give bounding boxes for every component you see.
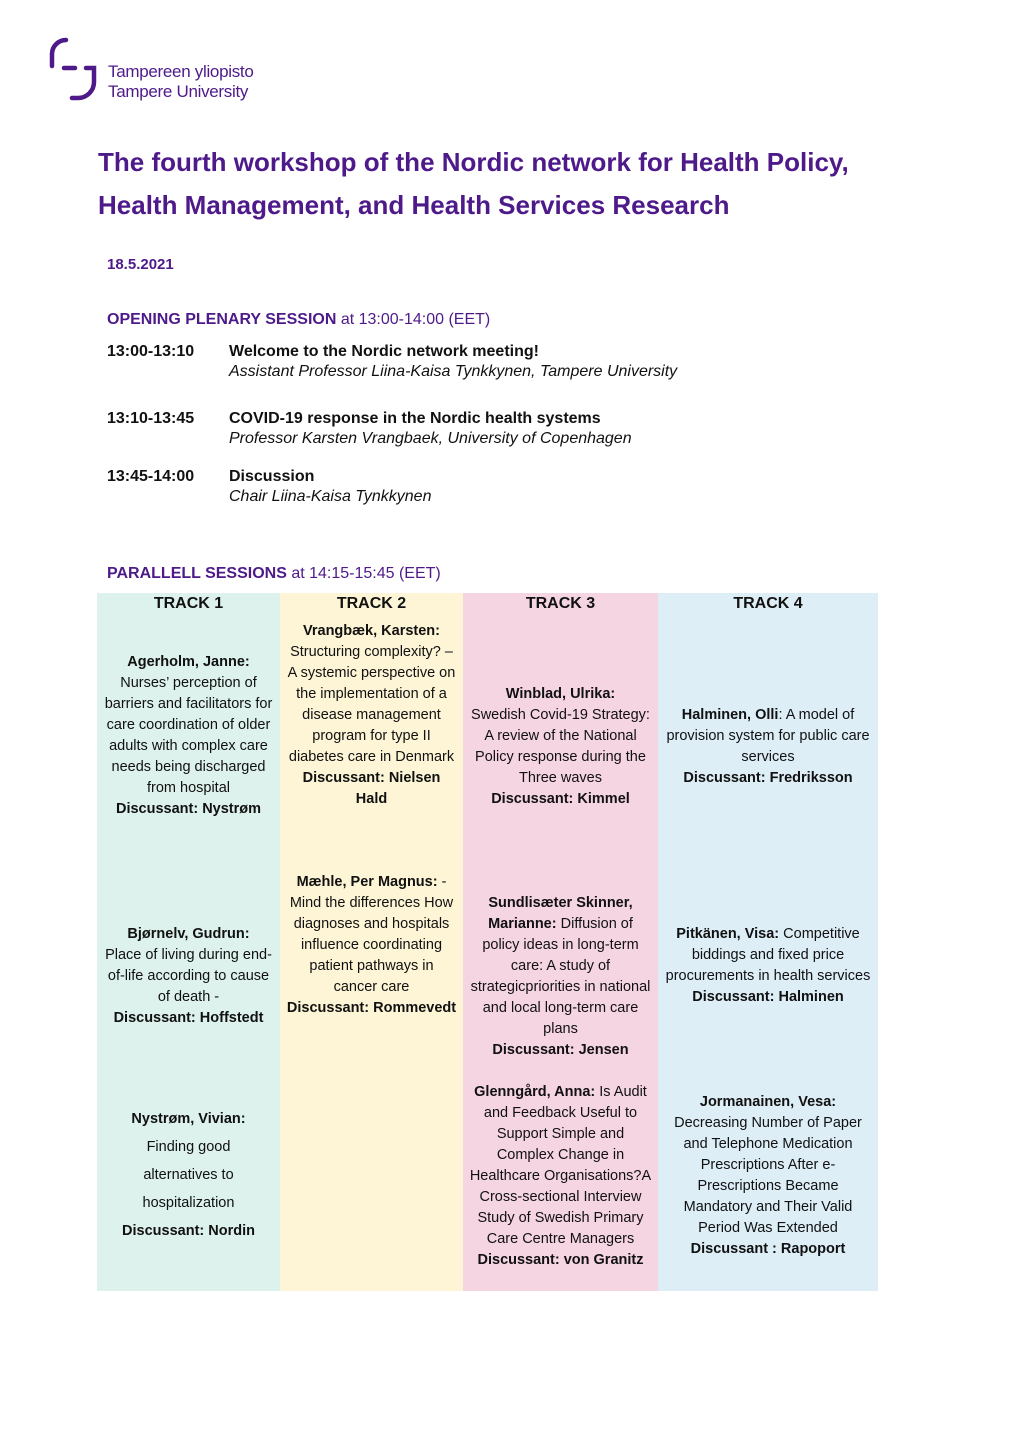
title-line-2: Health Management, and Health Services Research — [98, 190, 730, 220]
paper-author: Sundlisæter Skinner, Marianne: — [488, 895, 633, 932]
track-header: TRACK 3 — [525, 595, 596, 612]
paper-author: Bjørnelv, Gudrun: — [127, 926, 250, 942]
paper-author: Halminen, Olli — [681, 707, 779, 723]
paper-discussant: Discussant: von Granitz — [477, 1252, 644, 1268]
plenary-heading-time: at 13:00-14:00 (EET) — [336, 311, 491, 328]
university-logo — [46, 34, 254, 104]
paper-title: Nurses’ perception of barriers and facilitators for care coordination of older adults with complex care needs being discharged from hospital — [104, 675, 273, 796]
paper-entry — [469, 893, 652, 1061]
paper-discussant: Discussant: Nordin — [122, 1223, 255, 1239]
plenary-heading-label: OPENING PLENARY SESSION — [107, 311, 337, 328]
paper-author: Vrangbæk, Karsten: — [303, 623, 440, 639]
track-column-2 — [280, 593, 463, 1291]
paper-entry — [469, 684, 652, 810]
paper-title: Competitive biddings and fixed price procurements in health services — [665, 926, 871, 984]
track-header: TRACK 1 — [153, 595, 224, 612]
paper-title: Is Audit and Feedback Useful to Support Simple and Complex Change in Healthcare Organisations?A Cross-sectional Interview Study of Swedish Primary Care Centre Managers — [469, 1084, 652, 1247]
paper-discussant: Discussant: Nielsen Hald — [302, 770, 441, 807]
paper-discussant: Discussant: Kimmel — [491, 791, 630, 807]
paper-entry — [111, 1105, 266, 1245]
agenda-time: 13:45-14:00 — [107, 468, 195, 485]
paper-title: Place of living during end-of-life according to cause of death - — [105, 947, 272, 1005]
paper-discussant: Discussant : Rapoport — [690, 1241, 846, 1257]
paper-title: Swedish Covid-19 Strategy: A review of the National Policy response during the Three waves — [471, 707, 650, 786]
logo-wordmark — [108, 62, 254, 102]
paper-entry — [103, 652, 274, 820]
agenda-topic: COVID-19 response in the Nordic health systems — [229, 410, 601, 427]
paper-author: Pitkänen, Visa: — [676, 926, 780, 942]
paper-entry — [664, 924, 872, 1008]
tracks-table — [97, 593, 878, 1291]
track-column-1 — [97, 593, 280, 1291]
event-date: 18.5.2021 — [107, 256, 174, 273]
plenary-heading — [107, 311, 490, 329]
paper-title: - Mind the differences How diagnoses and hospitals influence coordinating patient pathways in cancer care — [289, 874, 454, 995]
agenda-speaker: Assistant Professor Liina-Kaisa Tynkkynen, Tampere University — [229, 363, 678, 380]
logo-line-english: Tampere University — [108, 82, 249, 101]
paper-title: Decreasing Number of Paper and Telephone Medication Prescriptions After e-Prescriptions Became Mandatory and Their Valid Period Was Extended — [674, 1115, 862, 1236]
title-line-1: The fourth workshop of the Nordic network for Health Policy, — [98, 147, 849, 177]
paper-discussant: Discussant: Rommevedt — [286, 1000, 457, 1016]
agenda-time: 13:10-13:45 — [107, 410, 195, 427]
track-column-3 — [463, 593, 658, 1291]
track-header: TRACK 4 — [733, 595, 803, 612]
agenda-topic: Discussion — [229, 468, 315, 485]
paper-discussant: Discussant: Hoffstedt — [113, 1010, 264, 1026]
agenda-time: 13:00-13:10 — [107, 343, 195, 360]
paper-discussant: Discussant: Jensen — [492, 1042, 629, 1058]
track-column-4 — [658, 593, 878, 1291]
parallel-heading-label: PARALLELL SESSIONS — [107, 565, 287, 582]
parallel-heading — [107, 565, 441, 583]
paper-entry — [103, 924, 274, 1029]
agenda-speaker: Chair Liina-Kaisa Tynkkynen — [229, 488, 432, 505]
paper-author: Jormanainen, Vesa: — [699, 1094, 837, 1110]
paper-title: Diffusion of policy ideas in long-term care: A study of strategicpriorities in national and local long-term care plans — [470, 916, 651, 1037]
paper-entry — [664, 705, 872, 789]
paper-entry — [469, 1082, 652, 1271]
paper-entry — [664, 1092, 872, 1260]
paper-title: Finding good alternatives to hospitalization — [142, 1139, 235, 1211]
paper-author: Agerholm, Janne: — [127, 654, 250, 670]
paper-entry — [286, 872, 457, 1019]
agenda-speaker: Professor Karsten Vrangbaek, University of Copenhagen — [229, 430, 632, 447]
paper-author: Nystrøm, Vivian: — [131, 1111, 246, 1127]
paper-author: Glenngård, Anna: — [474, 1084, 596, 1100]
tampere-logo-mark-icon — [46, 34, 104, 104]
logo-line-finnish: Tampereen yliopisto — [108, 62, 254, 81]
page-title — [98, 141, 958, 227]
parallel-heading-time: at 14:15-15:45 (EET) — [286, 565, 441, 582]
paper-title: : A model of provision system for public care services — [666, 707, 870, 765]
track-header: TRACK 2 — [336, 595, 407, 612]
paper-discussant: Discussant: Halminen — [692, 989, 844, 1005]
paper-entry — [286, 621, 457, 810]
paper-title: Structuring complexity? –A systemic perspective on the implementation of a disease management program for type II diabetes care in Denmark — [287, 644, 456, 765]
paper-discussant: Discussant: Nystrøm — [115, 801, 262, 817]
paper-discussant: Discussant: Fredriksson — [683, 770, 853, 786]
agenda-topic: Welcome to the Nordic network meeting! — [229, 343, 539, 360]
paper-author: Mæhle, Per Magnus: — [296, 874, 438, 890]
paper-author: Winblad, Ulrika: — [505, 686, 616, 702]
